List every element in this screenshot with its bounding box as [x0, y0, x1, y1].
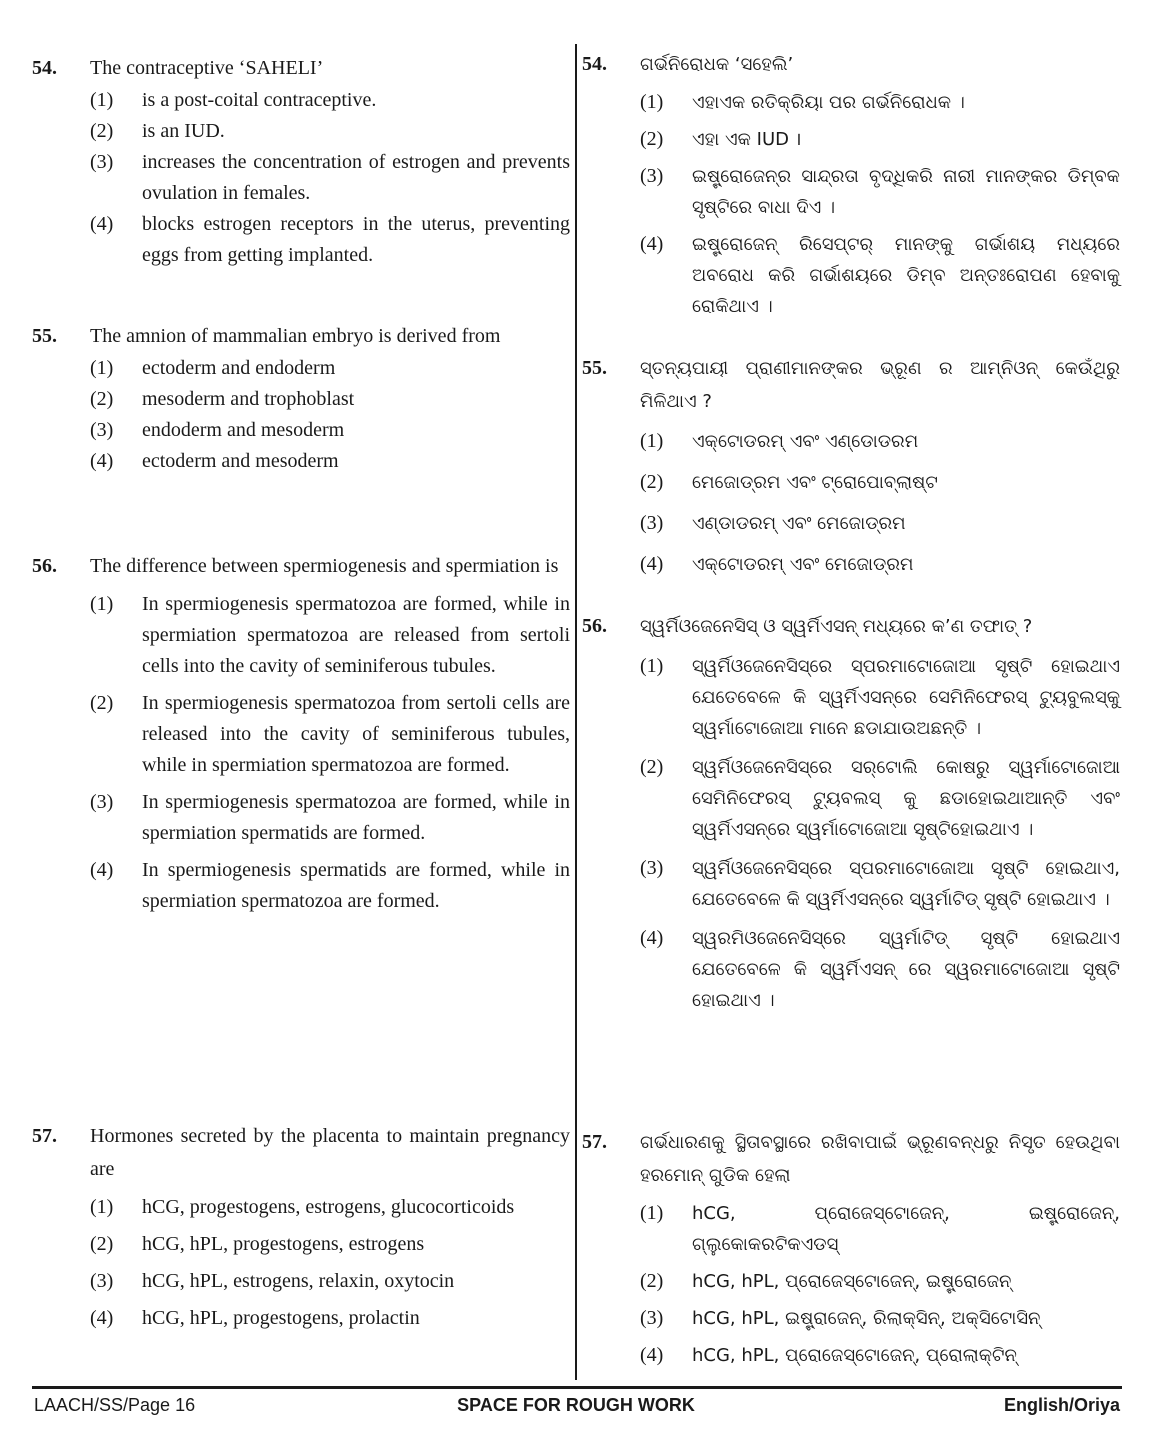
option: (2) mesoderm and trophoblast: [90, 388, 355, 410]
option: (2) ମେଜୋଡ୍‌ରମ ଏବଂ ଟ୍ରୋପୋବ୍ଲାଷ୍ଟ: [640, 471, 938, 493]
option: (1) ସ୍ୱର୍ମିଓଜେନେସିସ୍‌ରେ ସ୍ପରମାଟୋଜୋଆ ସୃଷ୍ଟି ହୋଇଥାଏ ଯେତେବେଳେ କି ସ୍ୱର୍ମିଏସନ୍‌ରେ ସେମିନିଫେରସ୍ ଟ୍ୟୁବୁଲସ୍‌କୁ ସ୍ୱର୍ମାଟୋଜୋଆ ମାନେ ଛଡାଯାଉଅଛନ୍ତି ।: [640, 655, 1120, 739]
question-54-or: [582, 48, 1120, 322]
question-56-or: [582, 610, 1120, 1016]
option: (3) endoderm and mesoderm: [90, 419, 345, 441]
question-55-or: [582, 352, 1120, 580]
option: (4) blocks estrogen receptors in the uterus, preventing eggs from getting implanted.: [90, 213, 570, 266]
option: (2) hCG, hPL, ପ୍ରୋଜେସ୍ଟୋଜେନ୍, ଇଷ୍ଟ୍ରୋଜେନ୍: [640, 1270, 1012, 1292]
question-55-en: [32, 320, 570, 477]
option: (1) is a post-coital contraceptive.: [90, 89, 377, 111]
page-code: LAACH/SS/Page 16: [34, 1395, 196, 1415]
question-number: 57.: [582, 1131, 607, 1153]
option: (1) ଏକ୍‌ଟୋଡରମ୍ ଏବଂ ଏଣ୍ଡୋଡରମ: [640, 430, 919, 452]
question-text: ଗର୍ଭଧାରଣକୁ ସ୍ଥିତାବସ୍ଥାରେ ରଖିବାପାଇଁ ଭ୍ରୂଣବନ୍ଧରୁ ନିସୃତ ହେଉଥିବା ହରମୋନ୍ ଗୁଡିକ ହେଲା: [640, 1132, 1120, 1186]
column-divider: [575, 44, 577, 1380]
question-number: 56.: [582, 615, 607, 637]
option: (3) ସ୍ୱର୍ମିଓଜେନେସିସ୍‌ରେ ସ୍ପରମାଟୋଜୋଆ ସୃଷ୍ଟି ହୋଇଥାଏ, ଯେତେବେଳେ କି ସ୍ୱର୍ମିଏସନ୍‌ରେ ସ୍ୱର୍ମାଟିଡ୍ ସୃଷ୍ଟି ହୋଇଥାଏ ।: [640, 857, 1120, 910]
question-number: 57.: [32, 1125, 57, 1147]
option: (3) ଏଣ୍ଡାଡରମ୍ ଏବଂ ମେଜୋଡ୍‌ରମ: [640, 512, 906, 534]
option: (3) ଇଷ୍ଟ୍ରୋଜେନ୍‌ର ସାନ୍ଦ୍ରତା ବୃଦ୍ଧିକରି ନାରୀ ମାନଙ୍କର ଡିମ୍ବକ ସୃଷ୍ଟିରେ ବାଧା ଦିଏ ।: [640, 165, 1120, 218]
option: (3) hCG, hPL, estrogens, relaxin, oxytocin: [90, 1270, 455, 1292]
option: (1) ectoderm and endoderm: [90, 357, 336, 379]
question-text: ସ୍ୱର୍ମିଓଜେନେସିସ୍ ଓ ସ୍ୱର୍ମିଏସନ୍ ମଧ୍ୟରେ କ’ଣ ତଫାତ୍ ?: [640, 616, 1033, 637]
option: (3) increases the concentration of estrogen and prevents ovulation in females.: [90, 151, 570, 204]
question-text: Hormones secreted by the placenta to maintain pregnancy are: [90, 1125, 570, 1180]
option: (2) In spermiogenesis spermatozoa from sertoli cells are released into the cavity of seminiferous tubules, while in spermiation spermatozoa are formed.: [90, 692, 570, 776]
option: (4) ସ୍ୱରମିଓଜେନେସିସ୍‌ରେ ସ୍ୱର୍ମାଟିଡ୍ ସୃଷ୍ଟି ହୋଇଥାଏ ଯେତେବେଳେ କି ସ୍ୱର୍ମିଏସନ୍ ରେ ସ୍ୱରମାଟୋଜୋଆ ସୃଷ୍ଟି ହୋଇଥାଏ ।: [640, 927, 1120, 1011]
option: (2) is an IUD.: [90, 120, 225, 142]
option: (1) In spermiogenesis spermatozoa are formed, while in spermiation spermatozoa are released from sertoli cells into the cavity of seminiferous tubules.: [90, 593, 570, 677]
option: (4) In spermiogenesis spermatids are formed, while in spermiation spermatozoa are formed.: [90, 859, 570, 912]
option: (4) hCG, hPL, progestogens, prolactin: [90, 1307, 420, 1329]
option: (4) hCG, hPL, ପ୍ରୋଜେସ୍ଟୋଜେନ୍, ପ୍ରୋଲାକ୍ଟିନ୍: [640, 1344, 1017, 1366]
question-56-en: [32, 550, 570, 917]
question-text: ଗର୍ଭନିରୋଧକ ‘ସହେଲି’: [640, 54, 794, 75]
option: (4) ectoderm and mesoderm: [90, 450, 339, 472]
question-text: The amnion of mammalian embryo is derived from: [90, 325, 501, 347]
question-number: 55.: [582, 357, 607, 379]
option: (1) hCG, ପ୍ରୋଜେସ୍ଟୋଜେନ୍, ଇଷ୍ଟ୍ରୋଜେନ୍, ଗ୍ଲୁକୋକରଟିକଏଡସ୍: [640, 1202, 1120, 1255]
option: (2) ସ୍ୱର୍ମିଓଜେନେସିସ୍‌ରେ ସର୍‌ଟୋଲି କୋଷରୁ ସ୍ୱର୍ମାଟୋଜୋଆ ସେମିନିଫେରସ୍ ଟ୍ୟୁବଲସ୍ କୁ ଛଡାହୋଇଥାଆନ୍ତି ଏବଂ ସ୍ୱର୍ମିଏସନ୍‌ରେ ସ୍ୱର୍ମାଟୋଜୋଆ ସୃଷ୍ଟିହୋଇଥାଏ ।: [640, 756, 1120, 840]
question-text: The difference between spermiogenesis and spermiation is: [90, 555, 559, 577]
question-number: 54.: [32, 57, 57, 79]
option: (3) In spermiogenesis spermatozoa are formed, while in spermiation spermatids are formed.: [90, 791, 570, 844]
footer-rule: [32, 1386, 1122, 1389]
question-number: 56.: [32, 555, 57, 577]
option: (4) ଇଷ୍ଟ୍ରୋଜେନ୍ ରିସେପ୍ଟର୍ ମାନଙ୍କୁ ଗର୍ଭାଶୟ ମଧ୍ୟରେ ଅବରୋଧ କରି ଗର୍ଭାଶୟରେ ଡିମ୍ବ ଅନ୍ତଃରୋପଣ ହେବାକୁ ରୋକିଥାଏ ।: [640, 233, 1120, 317]
rough-work-label: SPACE FOR ROUGH WORK: [457, 1395, 695, 1415]
question-57-or: [582, 1126, 1120, 1371]
option: (3) hCG, hPL, ଇଷ୍ଟ୍ରାଜେନ୍, ରିଲାକ୍ସିନ୍, ଅକ୍ସିଟୋସିନ୍: [640, 1307, 1041, 1329]
question-text: ସ୍ତନ୍ୟପାୟୀ ପ୍ରାଣୀମାନଙ୍କର ଭ୍ରୂଣ ର ଆମ୍‌ନିଓନ୍ କେଉଁଥିରୁ ମିଳିଥାଏ ?: [640, 358, 1120, 412]
option: (1) hCG, progestogens, estrogens, glucocorticoids: [90, 1196, 515, 1218]
language-label: English/Oriya: [1003, 1395, 1120, 1415]
question-57-en: [32, 1120, 570, 1334]
option: (4) ଏକ୍‌ଟୋଡରମ୍ ଏବଂ ମେଜୋଡ୍‌ରମ: [640, 553, 914, 575]
option: (1) ଏହାଏକ ରତିକ୍ରିୟା ପର ଗର୍ଭନିରୋଧକ ।: [640, 91, 965, 113]
question-number: 54.: [582, 53, 607, 75]
option: (2) hCG, hPL, progestogens, estrogens: [90, 1233, 425, 1255]
question-text: The contraceptive ‘SAHELI’: [90, 57, 324, 79]
question-54-en: [32, 52, 570, 271]
question-number: 55.: [32, 325, 57, 347]
option: (2) ଏହା ଏକ IUD ।: [640, 128, 802, 150]
